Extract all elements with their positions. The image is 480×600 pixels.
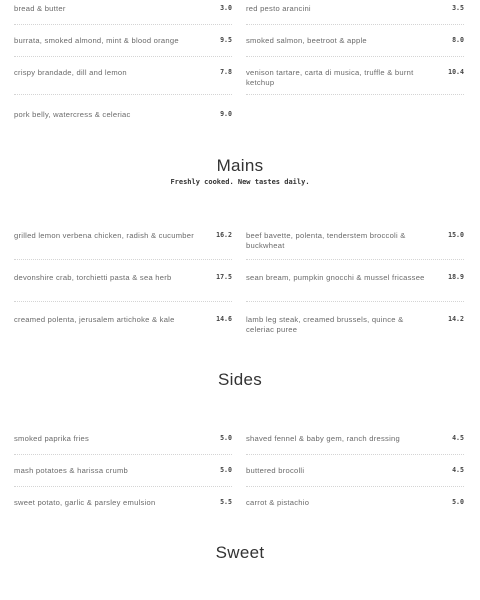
dotted-divider [246, 94, 464, 95]
dotted-divider [14, 301, 232, 302]
section-subtitle-mains: Freshly cooked. New tastes daily. [170, 178, 310, 186]
menu-item-price: 9.0 [220, 110, 232, 118]
menu-item-name: grilled lemon verbena chicken, radish & cucumber [14, 231, 194, 240]
menu-item-price: 3.5 [452, 4, 464, 12]
menu-item [14, 68, 232, 96]
menu-item-price: 10.4 [448, 68, 464, 76]
section-title-sides: Sides [217, 370, 263, 389]
menu-item [14, 498, 232, 514]
dotted-divider [14, 24, 232, 25]
section-title-sweet: Sweet [215, 543, 265, 562]
menu-item-price: 5.0 [220, 434, 232, 442]
menu-item-name: crispy brandade, dill and lemon [14, 68, 127, 77]
menu-item-price: 4.5 [452, 466, 464, 474]
menu-item-name: bread & butter [14, 4, 66, 13]
menu-item [246, 466, 464, 488]
menu-item-name: sean bream, pumpkin gnocchi & mussel fricassee [246, 273, 425, 282]
menu-item-price: 7.8 [220, 68, 232, 76]
menu-item-price: 5.0 [220, 466, 232, 474]
menu-item-price: 9.5 [220, 36, 232, 44]
dotted-divider [14, 486, 232, 487]
menu-item-price: 3.0 [220, 4, 232, 12]
dotted-divider [246, 301, 464, 302]
dotted-divider [14, 259, 232, 260]
menu-item [14, 434, 232, 456]
menu-item-price: 5.5 [220, 498, 232, 506]
menu-item [246, 68, 464, 96]
menu-item-name: lamb leg steak, creamed brussels, quince & celeriac puree [246, 315, 404, 334]
menu-item [246, 4, 464, 26]
dotted-divider [246, 486, 464, 487]
menu-item-name: shaved fennel & baby gem, ranch dressing [246, 434, 400, 443]
menu-item-name: beef bavette, polenta, tenderstem broccoli & buckwheat [246, 231, 406, 250]
menu-item-name: venison tartare, carta di musica, truffle & burnt ketchup [246, 68, 414, 87]
menu-item-price: 14.2 [448, 315, 464, 323]
menu-item-name: burrata, smoked almond, mint & blood orange [14, 36, 179, 45]
menu-item-name: creamed polenta, jerusalem artichoke & kale [14, 315, 175, 324]
dotted-divider [246, 56, 464, 57]
menu-item-price: 18.9 [448, 273, 464, 281]
menu-item [14, 110, 232, 126]
dotted-divider [246, 259, 464, 260]
menu-item-price: 15.0 [448, 231, 464, 239]
menu-item [14, 36, 232, 58]
menu-item-price: 5.0 [452, 498, 464, 506]
menu-item-name: carrot & pistachio [246, 498, 310, 507]
menu-item [14, 231, 232, 261]
menu-item-name: smoked salmon, beetroot & apple [246, 36, 367, 45]
dotted-divider [14, 454, 232, 455]
dotted-divider [14, 94, 232, 95]
menu-item-price: 16.2 [216, 231, 232, 239]
section-title-mains: Mains [216, 156, 264, 175]
dotted-divider [246, 454, 464, 455]
menu-item-name: devonshire crab, torchietti pasta & sea herb [14, 273, 172, 282]
menu-item-name: red pesto arancini [246, 4, 311, 13]
menu-item-price: 8.0 [452, 36, 464, 44]
menu-item [246, 36, 464, 58]
menu-item-price: 14.6 [216, 315, 232, 323]
menu-item [246, 434, 464, 456]
menu-item-name: pork belly, watercress & celeriac [14, 110, 131, 119]
menu-item [246, 498, 464, 514]
menu-item [246, 273, 464, 303]
menu-item-price: 17.5 [216, 273, 232, 281]
dotted-divider [14, 56, 232, 57]
menu-item-price: 4.5 [452, 434, 464, 442]
menu-item-name: mash potatoes & harissa crumb [14, 466, 129, 475]
menu-item-name: sweet potato, garlic & parsley emulsion [14, 498, 156, 507]
menu-item [246, 315, 464, 335]
menu-item [14, 4, 232, 26]
menu-item [246, 231, 464, 261]
menu-item [14, 273, 232, 303]
dotted-divider [246, 24, 464, 25]
menu-item [14, 315, 232, 335]
menu-item-name: buttered brocolli [246, 466, 305, 475]
menu-item [14, 466, 232, 488]
menu-item-name: smoked paprika fries [14, 434, 90, 443]
